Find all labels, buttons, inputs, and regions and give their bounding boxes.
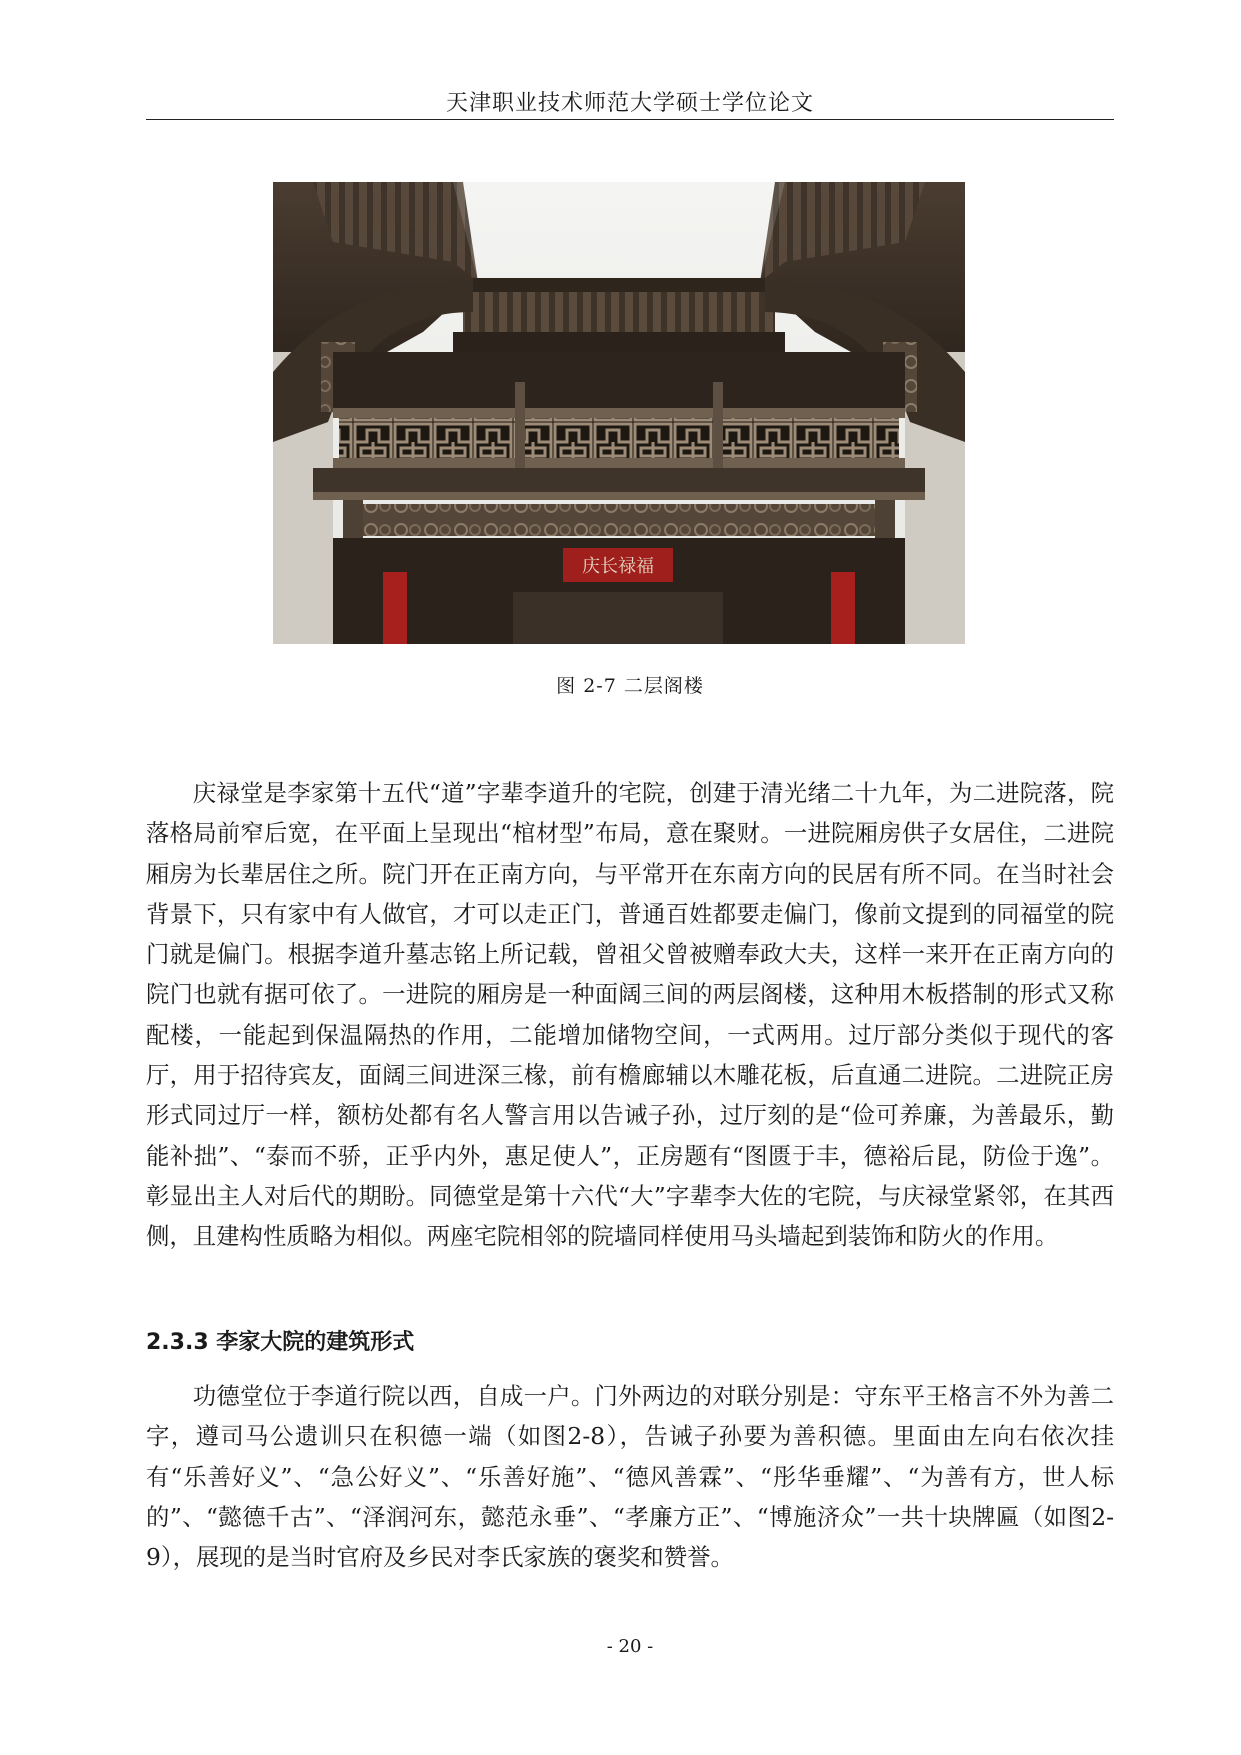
running-header: 天津职业技术师范大学硕士学位论文 — [445, 91, 814, 116]
section-heading: 2.3.3 李家大院的建筑形式 — [146, 1330, 415, 1355]
figure-photo-two-story-loft — [273, 182, 965, 644]
body-paragraph: 功德堂位于李道行院以西，自成一户。门外两边的对联分别是：守东平王格言不外为善二字，遵司马公遗训只在积德一端（如图2-8），告诫子孙要为善积德。里面由左向右依次挂有“乐善好义”、“急公好义”、“乐善好施”、“德风善霖”、“彤华垂耀”、“为善有方，世人标的”、“懿德千古”、“泽润河东，懿范永垂”、“孝廉方正”、“博施济众”一共十块牌匾（如图2-9），展现的是当时官府及乡民对李氏家族的褒奖和赞誉。 — [146, 1382, 1114, 1572]
loft-photo-illustration — [273, 182, 965, 644]
body-paragraph: 庆禄堂是李家第十五代“道”字辈李道升的宅院，创建于清光绪二十九年，为二进院落，院落格局前窄后宽，在平面上呈现出“棺材型”布局，意在聚财。一进院厢房供子女居住，二进院厢房为长辈居住之所。院门开在正南方向，与平常开在东南方向的民居有所不同。在当时社会背景下，只有家中有人做官，才可以走正门，普通百姓都要走偏门，像前文提到的同福堂的院门就是偏门。根据李道升墓志铭上所记载，曾祖父曾被赠奉政大夫，这样一来开在正南方向的院门也就有据可依了。一进院的厢房是一种面阔三间的两层阁楼，这种用木板搭制的形式又称配楼，一能起到保温隔热的作用，二能增加储物空间，一式两用。过厅部分类似于现代的客厅，用于招待宾友，面阔三间进深三椽，前有檐廊辅以木雕花板，后直通二进院。二进院正房形式同过厅一样，额枋处都有名人警言用以告诫子孙，过厅刻的是“俭可养廉，为善最乐，勤能补拙”、“泰而不骄，正乎内外，惠足使人”，正房题有“图匮于丰，德裕后昆，防俭于逸”。彰显出主人对后代的期盼。同德堂是第十六代“大”字辈李大佐的宅院，与庆禄堂紧邻，在其西侧，且建构性质略为相似。两座宅院相邻的院墙同样使用马头墙起到装饰和防火的作用。 — [146, 779, 1114, 1251]
plaque-text: 庆长禄福 — [582, 556, 654, 577]
figure-caption: 图 2-7 二层阁楼 — [556, 675, 704, 697]
header-rule — [146, 119, 1114, 120]
page-number: - 20 - — [606, 1636, 654, 1657]
